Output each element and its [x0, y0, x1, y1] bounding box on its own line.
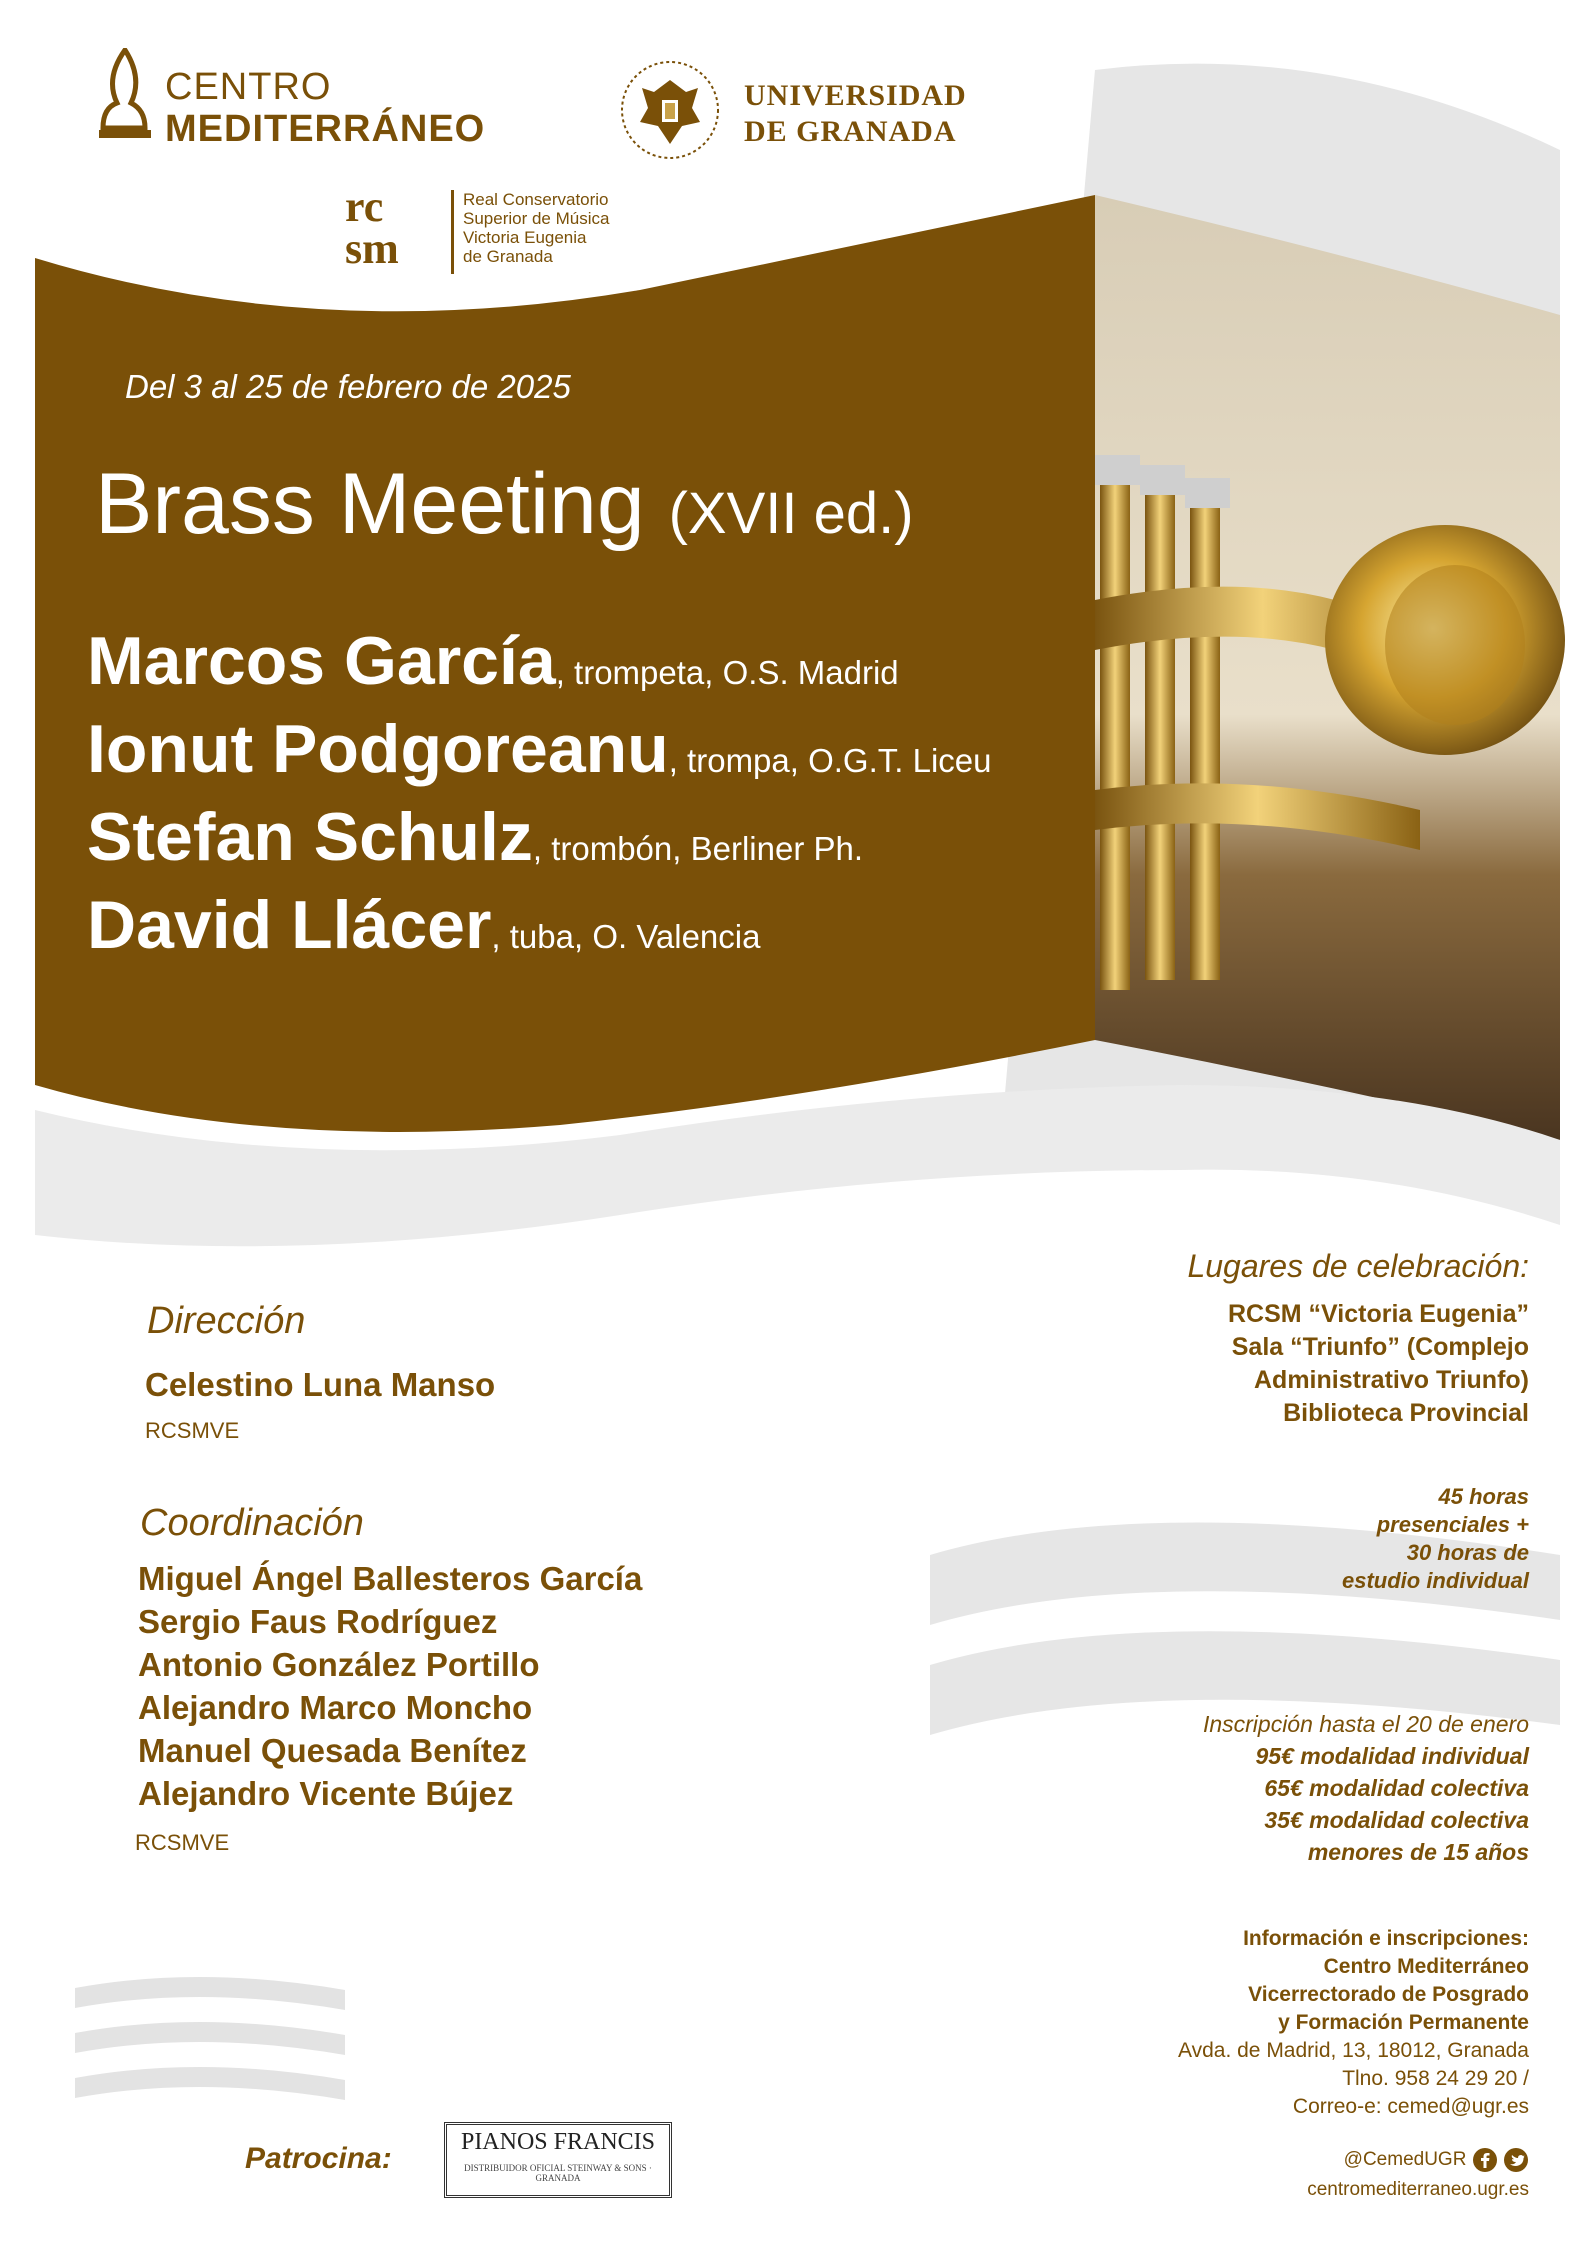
- artist-name: Marcos García: [87, 623, 556, 699]
- artist-role: , trompeta, O.S. Madrid: [555, 654, 899, 691]
- sponsor-name: PIANOS FRANCIS: [460, 2129, 656, 2155]
- wave-left-2: [75, 2022, 345, 2055]
- sponsor-logo: [444, 2122, 672, 2198]
- info-org: Vicerrectorado de Posgrado: [1248, 1983, 1529, 2006]
- inscripcion-deadline: Inscripción hasta el 20 de enero: [1202, 1711, 1529, 1737]
- universidad-granada-logo: [618, 58, 1008, 168]
- coordinator-name: Alejandro Vicente Bújez: [138, 1775, 514, 1812]
- wave-left-3: [75, 2067, 345, 2100]
- social-block: [1307, 2145, 1529, 2205]
- price-line: 95€ modalidad individual: [1255, 1743, 1529, 1769]
- price-line: menores de 15 años: [1307, 1839, 1529, 1865]
- coordinacion-heading: Coordinación: [140, 1502, 364, 1544]
- venue: Administrativo Triunfo): [1254, 1366, 1529, 1394]
- website-link[interactable]: centromediterraneo.ugr.es: [1307, 2179, 1529, 2200]
- university-seal-icon: [618, 58, 723, 163]
- info-heading: Información e inscripciones:: [1243, 1927, 1529, 1950]
- artist-name: David Llácer: [87, 887, 492, 963]
- director-affiliation: RCSMVE: [145, 1418, 240, 1443]
- venue: Biblioteca Provincial: [1283, 1399, 1529, 1427]
- artist-line: [87, 798, 863, 876]
- rcsm-logo: [345, 182, 645, 286]
- ugr-line2: DE GRANADA: [744, 115, 957, 148]
- venue: Sala “Triunfo” (Complejo: [1231, 1333, 1529, 1361]
- inscripcion-block: [1203, 1708, 1529, 1868]
- lugares-list: [1228, 1298, 1529, 1430]
- sponsor-subtitle: DISTRIBUIDOR OFICIAL STEINWAY & SONS · GRANADA: [464, 2163, 652, 2183]
- artist-line: [87, 886, 760, 964]
- ugr-name: [744, 78, 967, 150]
- direccion-heading: Dirección: [147, 1300, 306, 1342]
- artist-name: Ionut Podgoreanu: [87, 711, 669, 787]
- facebook-icon[interactable]: [1472, 2147, 1498, 2173]
- artist-line: [87, 710, 992, 788]
- artist-name: Stefan Schulz: [87, 799, 533, 875]
- sponsor-label: Patrocina:: [245, 2142, 392, 2175]
- info-org: Centro Mediterráneo: [1323, 1955, 1529, 1978]
- mediterraneo-label: MEDITERRÁNEO: [165, 108, 486, 150]
- coordinator-name: Manuel Quesada Benítez: [138, 1732, 527, 1769]
- edition-text: (XVII ed.): [668, 481, 914, 546]
- event-title: [95, 455, 914, 554]
- twitter-icon[interactable]: [1503, 2147, 1529, 2173]
- wave-left-1: [75, 1977, 345, 2010]
- info-block: [1178, 1925, 1529, 2121]
- coordinacion-affiliation: RCSMVE: [135, 1830, 230, 1855]
- director-name: Celestino Luna Manso: [145, 1366, 496, 1403]
- price-line: 35€ modalidad colectiva: [1264, 1807, 1529, 1833]
- coordinator-name: Alejandro Marco Moncho: [138, 1689, 533, 1726]
- ugr-line1: UNIVERSIDAD: [744, 79, 967, 112]
- rcsm-monogram: rc sm: [345, 182, 399, 273]
- info-email[interactable]: Correo-e: cemed@ugr.es: [1292, 2095, 1529, 2118]
- info-address: Avda. de Madrid, 13, 18012, Granada: [1177, 2039, 1529, 2062]
- event-dates: Del 3 al 25 de febrero de 2025: [125, 368, 571, 405]
- centro-mediterraneo-logo: [95, 48, 515, 158]
- price-line: 65€ modalidad colectiva: [1264, 1775, 1529, 1801]
- lugares-heading: Lugares de celebración:: [1187, 1248, 1529, 1284]
- artist-role: , tuba, O. Valencia: [491, 918, 761, 955]
- venue: RCSM “Victoria Eugenia”: [1228, 1300, 1529, 1328]
- coordinator-name: Miguel Ángel Ballesteros García: [138, 1560, 643, 1597]
- centro-label: CENTRO: [165, 66, 332, 108]
- flame-icon: [95, 48, 155, 148]
- artist-line: [87, 622, 899, 700]
- rcsm-divider: [451, 190, 454, 274]
- rcsm-full-name: Real Conservatorio Superior de Música Victoria Eugenia de Granada: [463, 190, 610, 266]
- title-text: Brass Meeting: [95, 456, 645, 552]
- coordinator-name: Antonio González Portillo: [138, 1646, 540, 1683]
- coordinator-name: Sergio Faus Rodríguez: [138, 1603, 498, 1640]
- artist-role: , trombón, Berliner Ph.: [532, 830, 864, 867]
- trumpet-photo: [1095, 195, 1565, 1140]
- artist-role: , trompa, O.G.T. Liceu: [668, 742, 992, 779]
- social-handle[interactable]: @CemedUGR: [1343, 2149, 1467, 2170]
- course-hours: 45 horas presenciales + 30 horas de estudio individual: [1341, 1484, 1529, 1593]
- info-phone: Tlno. 958 24 29 20 /: [1342, 2067, 1529, 2090]
- info-org: y Formación Permanente: [1278, 2011, 1529, 2034]
